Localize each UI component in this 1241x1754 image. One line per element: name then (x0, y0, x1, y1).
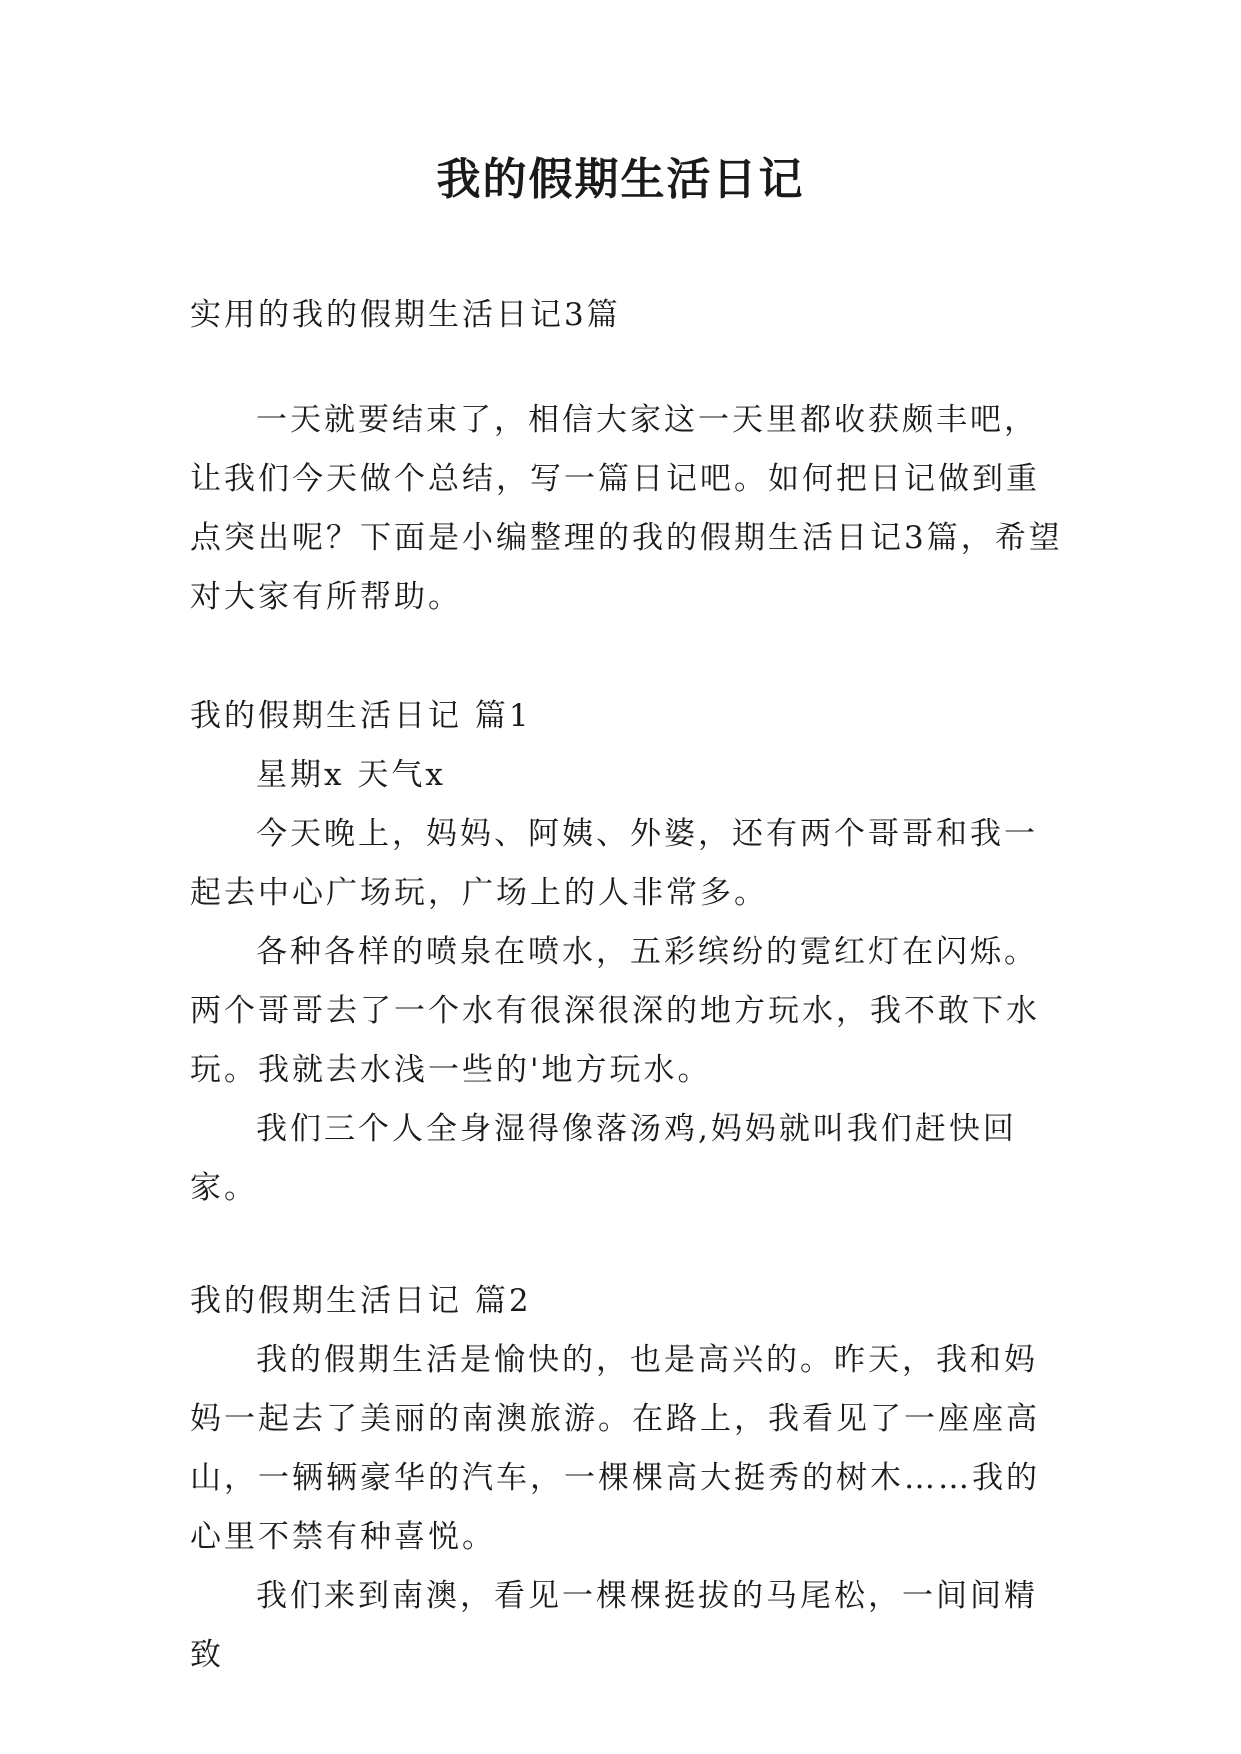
section-heading-1: 我的假期生活日记 篇1 (190, 698, 532, 734)
section-1-paragraph-1: 星期x 天气x (256, 757, 446, 793)
section-2-paragraph-2: 我们来到南澳，看见一棵棵挺拔的马尾松，一间间精致 (190, 1578, 1038, 1673)
section-1-paragraph-3: 各种各样的喷泉在喷水，五彩缤纷的霓红灯在闪烁。两个哥哥去了一个水有很深很深的地方玩水，我不敢下水玩。我就去水浅一些的'地方玩水。 (190, 934, 1040, 1088)
section-heading-2: 我的假期生活日记 篇2 (190, 1283, 532, 1319)
intro-paragraph: 一天就要结束了，相信大家这一天里都收获颇丰吧，让我们今天做个总结，写一篇日记吧。如何把日记做到重点突出呢？下面是小编整理的我的假期生活日记3篇，希望对大家有所帮助。 (190, 402, 1063, 615)
section-2-paragraph-1: 我的假期生活是愉快的，也是高兴的。昨天，我和妈妈一起去了美丽的南澳旅游。在路上，我看见了一座座高山，一辆辆豪华的汽车，一棵棵高大挺秀的树木……我的心里不禁有种喜悦。 (190, 1342, 1040, 1555)
section-1-paragraph-4: 我们三个人全身湿得像落汤鸡,妈妈就叫我们赶快回家。 (190, 1111, 1017, 1206)
section-1-paragraph-2: 今天晚上，妈妈、阿姨、外婆，还有两个哥哥和我一起去中心广场玩，广场上的人非常多。 (190, 816, 1038, 911)
document-subtitle: 实用的我的假期生活日记3篇 (190, 297, 621, 333)
document-title: 我的假期生活日记 (436, 154, 805, 205)
document-body (190, 286, 1070, 1685)
